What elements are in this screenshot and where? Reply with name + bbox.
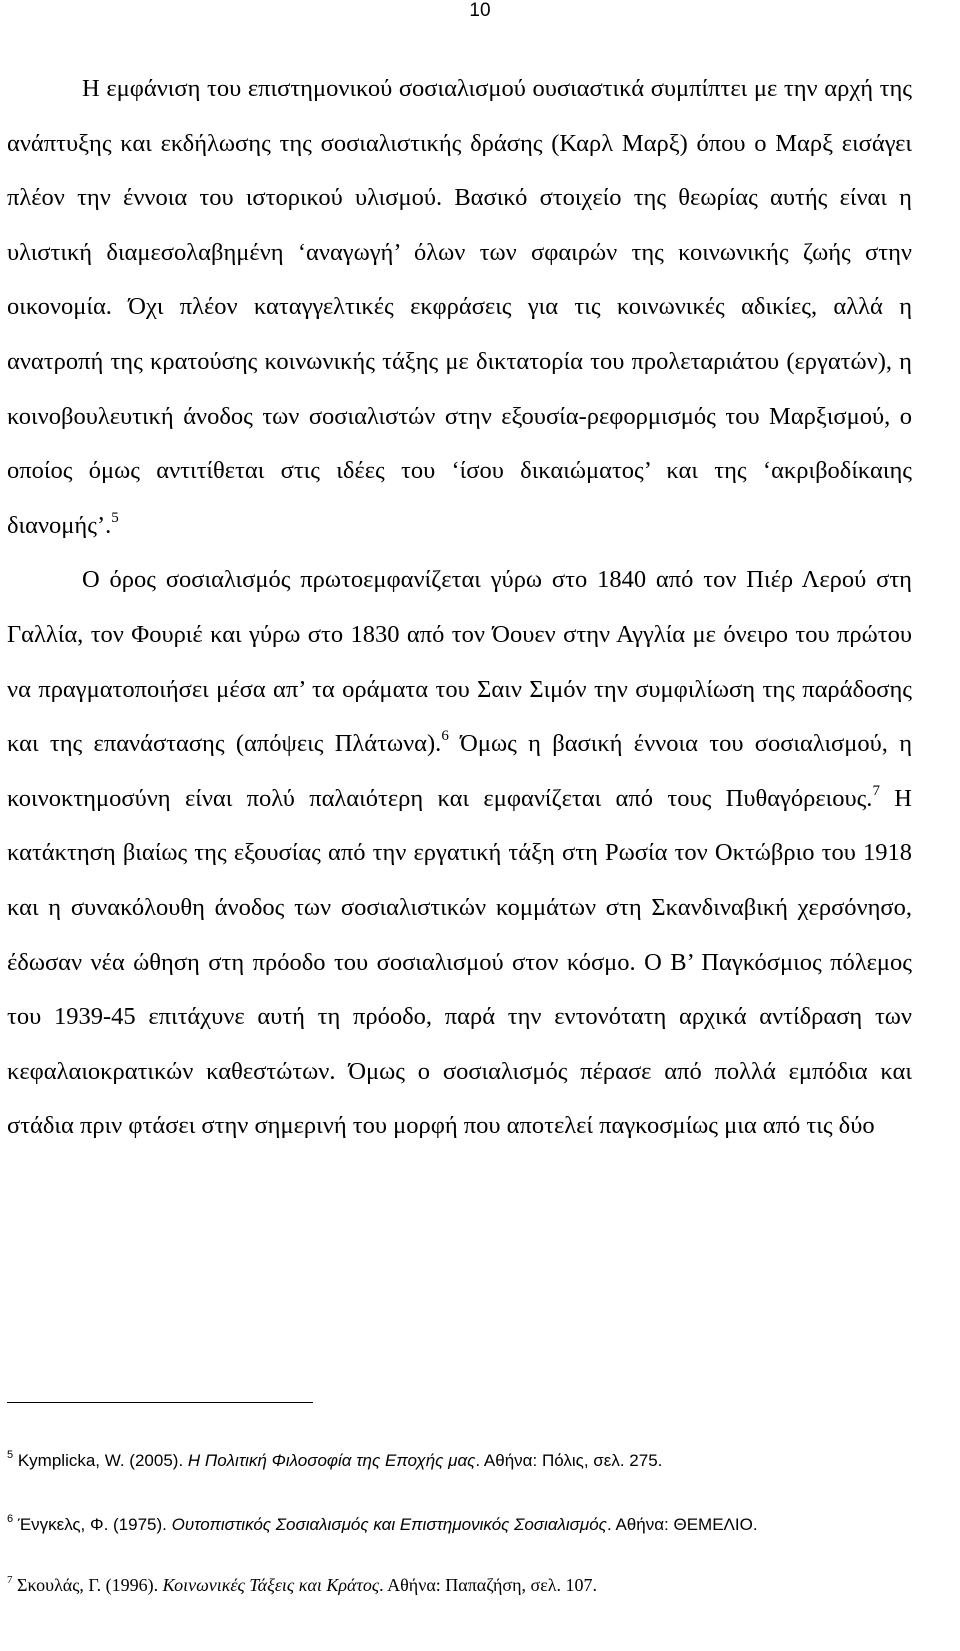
body-text xyxy=(7,62,912,1154)
footnote xyxy=(7,1514,937,1536)
footnote-marker: 5 xyxy=(7,1449,14,1462)
footnote-title: Ουτοπιστικός Σοσιαλισμός και Επιστημονικός Σοσιαλισμός xyxy=(171,1515,607,1534)
footnote-title: Η Πολιτική Φιλοσοφία της Εποχής μας xyxy=(187,1451,476,1470)
footnote-reference[interactable]: 6 xyxy=(441,727,449,744)
footnote-separator xyxy=(7,1402,313,1403)
footnote xyxy=(7,1450,937,1472)
footnote-marker: 7 xyxy=(7,1574,13,1586)
footnote-title: Κοινωνικές Τάξεις και Κράτος xyxy=(162,1575,380,1595)
footnote-publisher: . Αθήνα: Παπαζήση, σελ. 107. xyxy=(379,1575,597,1595)
paragraph-text: Η κατάκτηση βιαίως της εξουσίας από την εργατική τάξη στη Ρωσία τον Οκτώβριο του 1918 και η συνακόλουθη άνοδος των σοσιαλιστικών κομμάτων στη Σκανδιναβική χερσόνησο, έδωσαν νέα ώθηση στη πρόοδο του σοσιαλισμού στον κόσμο. Ο Β’ Παγκόσμιος πόλεμος του 1939-45 επιτάχυνε αυτή τη πρόοδο, παρά την εντονότατη αρχικά αντίδραση των κεφαλαιοκρατικών καθεστώτων. Όμως ο σοσιαλισμός πέρασε από πολλά εμπόδια και στάδια πριν φτάσει στην σημερινή του μορφή που αποτελεί παγκοσμίως μια από τις δύο xyxy=(7,784,912,1140)
footnote-reference[interactable]: 7 xyxy=(872,782,880,799)
paragraph xyxy=(7,62,912,553)
paragraph-text: Ο όρος σοσιαλισμός πρωτοεμφανίζεται γύρω στο 1840 από τον Πιέρ Λερού στη Γαλλία, τον Φουριέ και γύρω στο 1830 από τον Όουεν στην Αγγλία με όνειρο του πρώτου να πραγματοποιήσει μέσα απ’ τα οράματα του Σαιν Σιμόν την συμφιλίωση της παράδοσης και της επανάστασης (απόψεις Πλάτωνα). xyxy=(7,566,912,758)
paragraph-text: Η εμφάνιση του επιστημονικού σοσιαλισμού ουσιαστικά συμπίπτει με την αρχή της ανάπτυξης και εκδήλωσης της σοσιαλιστικής δράσης (Καρλ Μαρξ) όπου ο Μαρξ εισάγει πλέον την έννοια του ιστορικού υλισμού. Βασικό στοιχείο της θεωρίας αυτής είναι η υλιστική διαμεσολαβημένη ‘αναγωγή’ όλων των σφαιρών της κοινωνικής ζωής στην οικονομία. Όχι πλέον καταγγελτικές εκφράσεις για τις κοινωνικές αδικίες, αλλά η ανατροπή της κρατούσης κοινωνικής τάξης με δικτατορία του προλεταριάτου (εργατών), η κοινοβουλευτική άνοδος των σοσιαλιστών στην εξουσία-ρεφορμισμός του Μαρξισμού, ο οποίος όμως αντιτίθεται στις ιδέες του ‘ίσου δικαιώματος’ και της ‘ακριβοδίκαιης διανομής’. xyxy=(7,75,912,539)
footnote xyxy=(7,1574,937,1596)
paragraph-text: Όμως η βασική έννοια του σοσιαλισμού, η κοινοκτημοσύνη είναι πολύ παλαιότερη και εμφανίζεται από τους Πυθαγόρειους. xyxy=(7,730,913,812)
footnote-author: Σκουλάς, Γ. (1996). xyxy=(12,1575,163,1595)
footnote-reference[interactable]: 5 xyxy=(111,509,119,526)
footnote-publisher: . Αθήνα: ΘΕΜΕΛΙΟ. xyxy=(606,1515,758,1534)
footnote-author: Ένγκελς, Φ. (1975). xyxy=(13,1515,172,1534)
footnote-author: Kymplicka, W. (2005). xyxy=(13,1451,188,1470)
footnote-marker: 6 xyxy=(7,1513,14,1526)
paragraph xyxy=(7,553,912,1154)
page-number: 10 xyxy=(469,0,491,21)
footnote-publisher: . Αθήνα: Πόλις, σελ. 275. xyxy=(475,1451,663,1470)
